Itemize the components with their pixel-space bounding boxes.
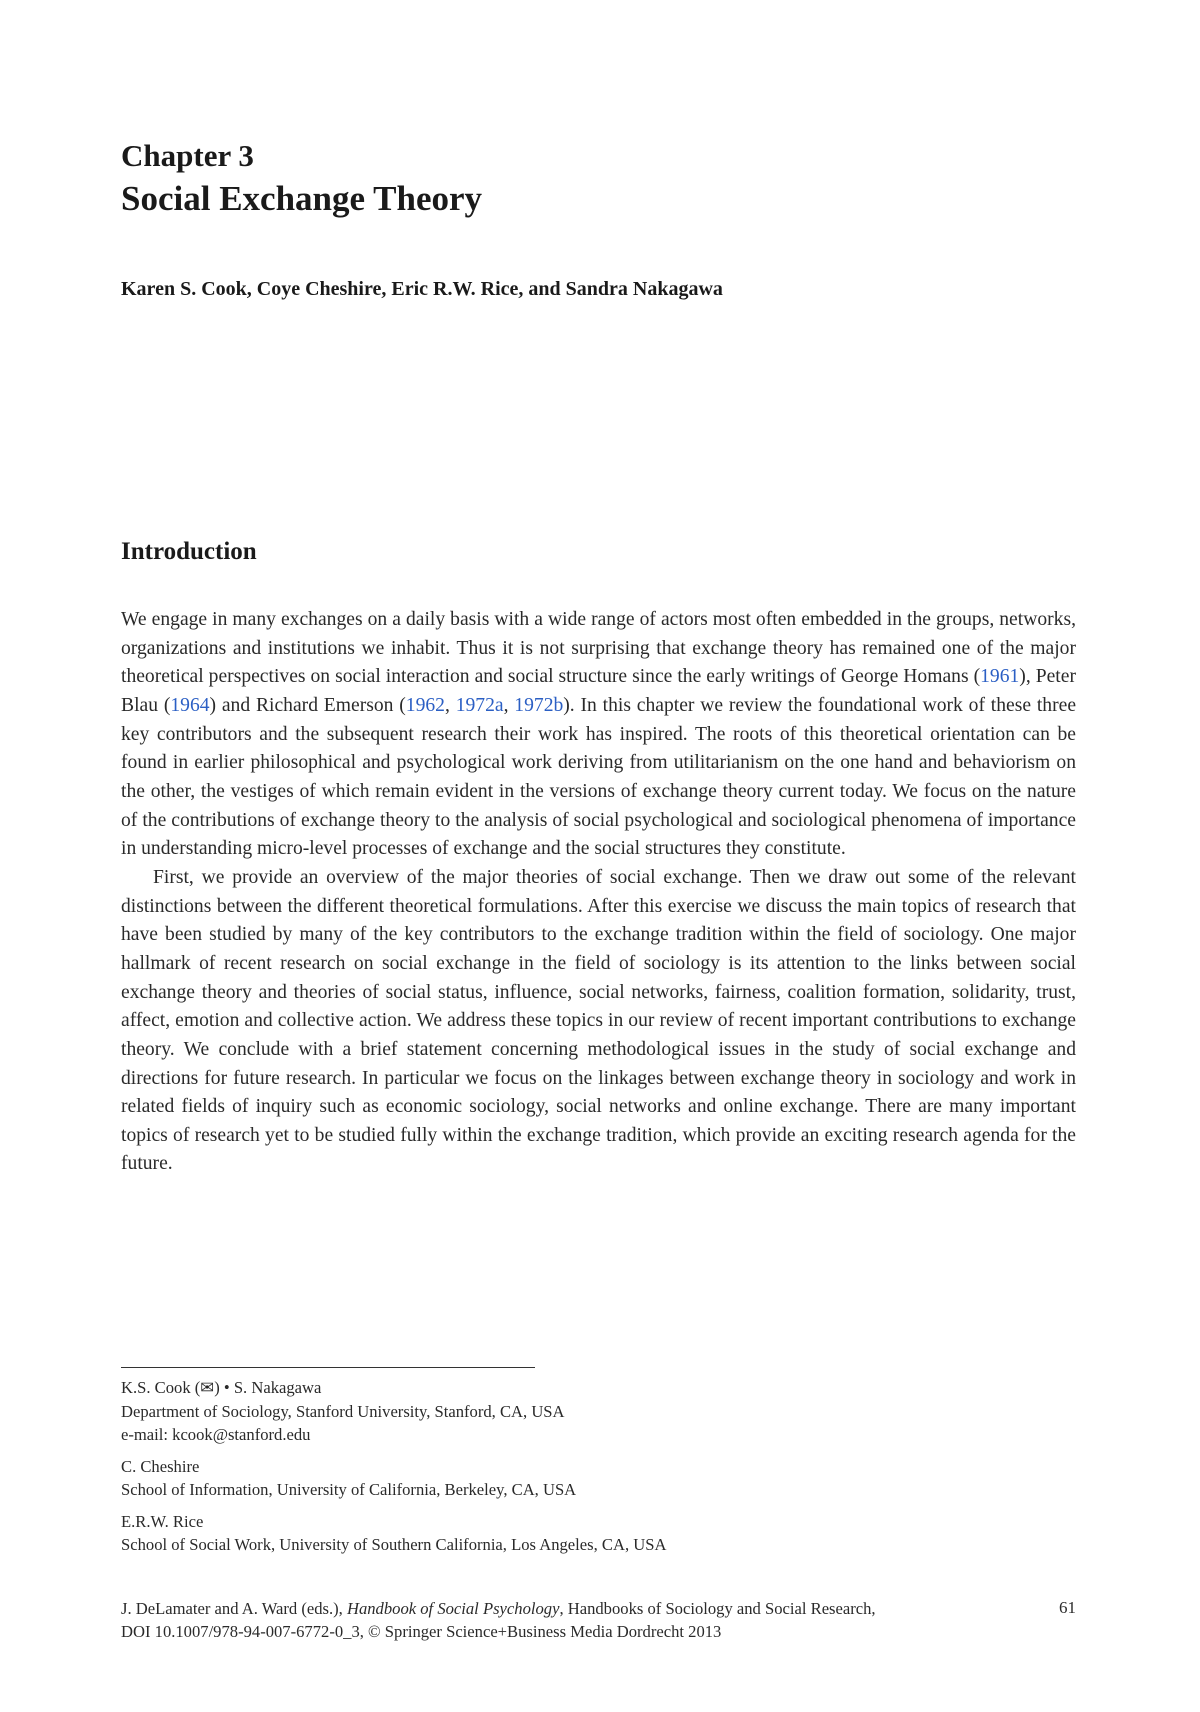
text-run: , [503,694,515,716]
text-run: ) and Richard Emerson ( [209,694,406,716]
publication-reference [121,1598,1076,1643]
affiliation-names: E.R.W. Rice [121,1511,204,1531]
citation-link-homans-1961[interactable]: 1961 [980,666,1020,688]
citation-link-emerson-1972b[interactable]: 1972b [514,694,564,716]
text-run: ). In this chapter we review the foundational work of these three key contributors and the subsequent research their work has inspired. The roots of this theoretical orientation can be found in earlier philosophical and psychological work deriving from utilitarianism on the one hand and behaviorism on the other, the vestiges of which remain evident in the versions of exchange theory current today. We focus on the nature of the contributions of exchange theory to the analysis of social psychological and sociological phenomena of importance in understanding micro-level processes of exchange and the social structures they constitute. [121,694,1077,860]
affiliation-names: K.S. Cook (✉) • S. Nakagawa [121,1378,322,1397]
paragraph-2: First, we provide an overview of the major theories of social exchange. Then we draw out some of the relevant distinctions between the different theoretical formulations. After this exercise we discuss the main topics of research that have been studied by many of the key contributors to the exchange tradition within the field of sociology. One major hallmark of recent research on social exchange in the field of sociology is its attention to the links between social exchange theory and theories of social status, influence, social networks, fairness, coalition formation, solidarity, trust, affect, emotion and collective action. We address these topics in our review of recent important contributions to exchange theory. We conclude with a brief statement concerning methodological issues in the study of social exchange and directions for future research. In particular we focus on the linkages between exchange theory in sociology and work in related fields of inquiry such as economic sociology, social networks and online exchange. There are many important topics of research yet to be studied fully within the exchange tradition, which provide an exciting research agenda for the future. [121,866,1076,1175]
introduction-body [121,606,1076,1179]
affiliation-department: School of Social Work, University of Southern California, Los Angeles, CA, USA [121,1535,667,1554]
reference-series: , Handbooks of Sociology and Social Research, [559,1599,876,1618]
footnote-divider [121,1367,535,1368]
text-run: ), Peter Blau ( [121,666,1076,716]
affiliation-names: C. Cheshire [121,1456,200,1476]
text-run: , [444,694,456,716]
author-affiliations [121,1376,921,1565]
affiliation-department: School of Information, University of California, Berkeley, CA, USA [121,1480,577,1499]
paragraph-1 [121,606,1076,864]
affiliation-block-rice [121,1510,921,1557]
reference-book-title: Handbook of Social Psychology [346,1599,560,1618]
affiliation-block-cook-nakagawa [121,1376,921,1447]
page-number: 61 [1059,1598,1076,1617]
reference-doi-line: DOI 10.1007/978-94-007-6772-0_3, © Springer Science+Business Media Dordrecht 2013 [121,1621,722,1641]
citation-link-blau-1964[interactable]: 1964 [170,694,210,716]
citation-link-emerson-1972a[interactable]: 1972a [455,694,504,716]
author-list: Karen S. Cook, Coye Cheshire, Eric R.W. Rice, and Sandra Nakagawa [121,278,723,300]
chapter-title: Social Exchange Theory [121,179,483,218]
reference-line-1 [121,1598,1076,1621]
affiliation-email[interactable]: e-mail: kcook@stanford.edu [121,1425,311,1444]
citation-link-emerson-1962[interactable]: 1962 [405,694,445,716]
chapter-label: Chapter 3 [121,138,254,173]
reference-editors: J. DeLamater and A. Ward (eds.), [121,1599,347,1618]
affiliation-department: Department of Sociology, Stanford University, Stanford, CA, USA [121,1401,565,1421]
affiliation-block-cheshire [121,1455,921,1502]
text-run: We engage in many exchanges on a daily basis with a wide range of actors most often embedded in the groups, networks, organizations and institutions we inhabit. Thus it is not surprising that exchange theory has remained one of the major theoretical perspectives on social interaction and social structure since the early writings of George Homans ( [121,609,1076,688]
section-heading-introduction: Introduction [121,538,257,565]
